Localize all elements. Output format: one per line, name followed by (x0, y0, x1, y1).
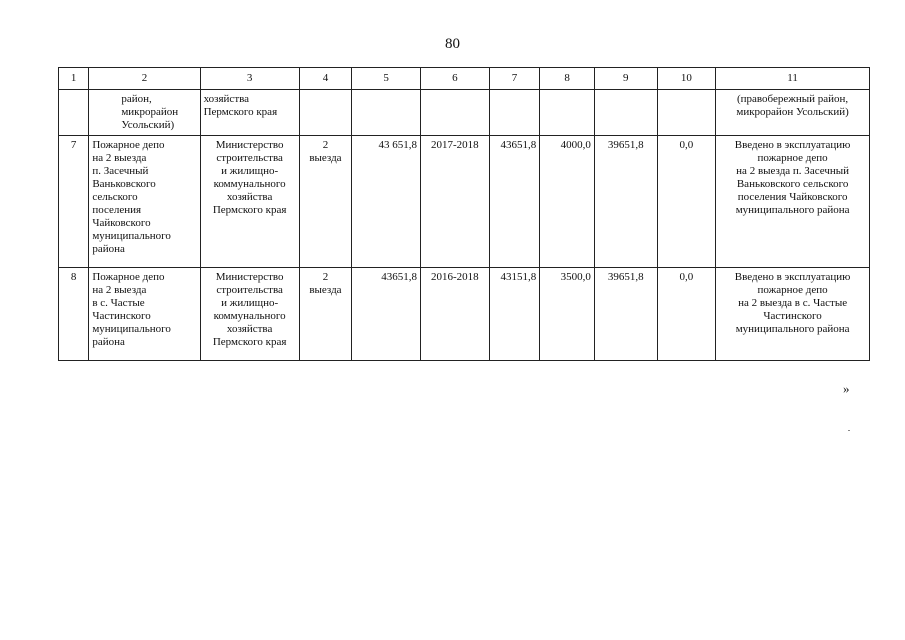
amount-cell (540, 90, 595, 136)
header-cell: 11 (716, 68, 870, 90)
result-cell: Введено в эксплуатацию пожарное депо на 2 выезда в с. Частые Частинского муниципального района (716, 268, 870, 361)
header-cell: 4 (299, 68, 352, 90)
amount-cell (657, 90, 716, 136)
total-cost-cell (352, 90, 421, 136)
header-cell: 10 (657, 68, 716, 90)
amount-cell: 43651,8 (489, 136, 540, 268)
result-cell: (правобережный район, микрорайон Усольский) (716, 90, 870, 136)
header-cell: 1 (59, 68, 89, 90)
amount-cell: 0,0 (657, 136, 716, 268)
capacity-cell (299, 90, 352, 136)
scan-speck (848, 430, 850, 431)
amount-cell: 39651,8 (594, 136, 657, 268)
header-cell: 9 (594, 68, 657, 90)
amount-cell: 0,0 (657, 268, 716, 361)
total-cost-cell: 43 651,8 (352, 136, 421, 268)
object-name-cell: Пожарное депо на 2 выезда п. Засечный Ваньковского сельского поселения Чайковского муниципального района (89, 136, 200, 268)
header-cell: 5 (352, 68, 421, 90)
object-name-cell: район, микрорайон Усольский) (89, 90, 200, 136)
header-cell: 7 (489, 68, 540, 90)
period-cell (420, 90, 489, 136)
header-cell: 6 (420, 68, 489, 90)
capacity-cell: 2 выезда (299, 268, 352, 361)
header-cell: 3 (200, 68, 299, 90)
period-cell: 2017-2018 (420, 136, 489, 268)
table-row (59, 90, 870, 136)
table-row (59, 136, 870, 268)
page-number: 80 (445, 36, 460, 52)
amount-cell: 4000,0 (540, 136, 595, 268)
customer-cell: хозяйства Пермского края (200, 90, 299, 136)
row-number-cell: 8 (59, 268, 89, 361)
period-cell: 2016-2018 (420, 268, 489, 361)
table-row (59, 268, 870, 361)
closing-quote: » (843, 381, 850, 396)
amount-cell: 43151,8 (489, 268, 540, 361)
document-table (58, 67, 870, 361)
total-cost-cell: 43651,8 (352, 268, 421, 361)
result-cell: Введено в эксплуатацию пожарное депо на 2 выезда п. Засечный Ваньковского сельского поселения Чайковского муниципального района (716, 136, 870, 268)
header-cell: 8 (540, 68, 595, 90)
capacity-cell: 2 выезда (299, 136, 352, 268)
customer-cell: Министерство строительства и жилищно- коммунального хозяйства Пермского края (200, 136, 299, 268)
header-row (59, 68, 870, 90)
amount-cell (489, 90, 540, 136)
customer-cell: Министерство строительства и жилищно- коммунального хозяйства Пермского края (200, 268, 299, 361)
amount-cell: 39651,8 (594, 268, 657, 361)
row-number-cell (59, 90, 89, 136)
amount-cell (594, 90, 657, 136)
row-number-cell: 7 (59, 136, 89, 268)
header-cell: 2 (89, 68, 200, 90)
amount-cell: 3500,0 (540, 268, 595, 361)
object-name-cell: Пожарное депо на 2 выезда в с. Частые Частинского муниципального района (89, 268, 200, 361)
